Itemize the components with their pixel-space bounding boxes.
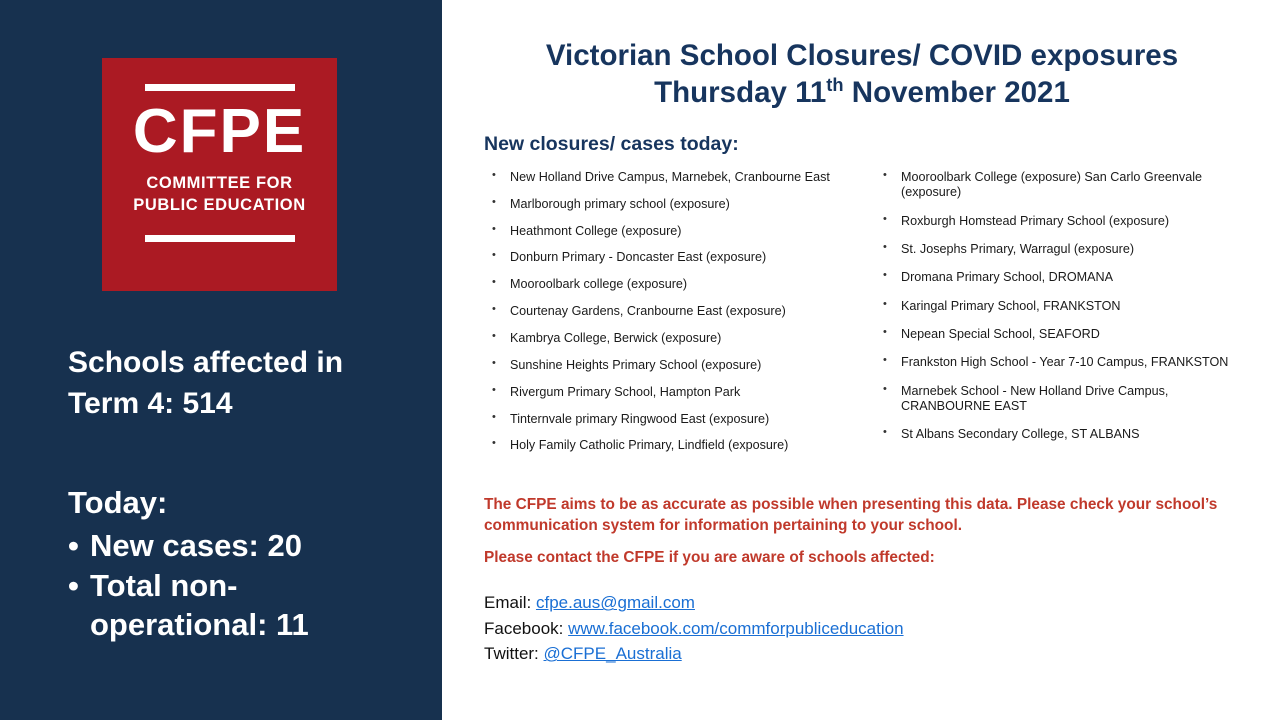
list-item: • Marnebek School - New Holland Drive Campus, CRANBOURNE EAST (875, 384, 1240, 415)
contact-email-row (484, 590, 1240, 616)
email-link[interactable]: cfpe.aus@gmail.com (535, 593, 695, 613)
list-item: • Rivergum Primary School, Hampton Park (484, 385, 849, 400)
closures-list-left (484, 170, 849, 454)
cfpe-logo (102, 58, 337, 291)
list-item: • Sunshine Heights Primary School (exposure) (484, 358, 849, 373)
list-item: • St Albans Secondary College, ST ALBANS (875, 427, 1240, 442)
section-heading: New closures/ cases today: (484, 132, 739, 155)
today-stats (68, 482, 408, 645)
main-content-panel (442, 0, 1280, 720)
list-item: • Roxburgh Homstead Primary School (exposure) (875, 214, 1240, 229)
facebook-label: Facebook: (484, 618, 569, 638)
list-item: • Mooroolbark college (exposure) (484, 277, 849, 292)
disclaimer-paragraph-1: The CFPE aims to be as accurate as possible when presenting this data. Please check your school’s communication system for information pertaining to your school. (484, 496, 1218, 534)
email-label: Email: (484, 593, 536, 613)
page-title-line1: Victorian School Closures/ COVID exposures (545, 39, 1179, 72)
list-item: • Tinternvale primary Ringwood East (exposure) (484, 412, 849, 427)
page-title-date-sup: th (826, 73, 844, 95)
list-item: • St. Josephs Primary, Warragul (exposure) (875, 242, 1240, 257)
page-title (484, 30, 1240, 111)
twitter-link[interactable]: @CFPE_Australia (543, 644, 682, 664)
disclaimer (484, 495, 1240, 568)
contact-twitter-row (484, 641, 1240, 667)
page-title-date-prefix: Thursday 11 (654, 75, 827, 109)
left-summary-panel (0, 0, 442, 720)
list-item: • Marlborough primary school (exposure) (484, 197, 849, 212)
logo-subtitle (133, 172, 305, 217)
list-item: • Holy Family Catholic Primary, Lindfield (exposure) (484, 438, 849, 453)
list-item: • Donburn Primary - Doncaster East (exposure) (484, 250, 849, 265)
schools-affected-stat: Schools affected in Term 4: 514 (68, 346, 344, 420)
list-item: • Frankston High School - Year 7-10 Campus, FRANKSTON (875, 355, 1240, 370)
contact-facebook-row (484, 616, 1240, 642)
closures-column-right (875, 170, 1240, 465)
logo-bottom-rule (145, 235, 295, 242)
facebook-link[interactable]: www.facebook.com/commforpubliceducation (568, 618, 904, 638)
closures-list-right (875, 170, 1240, 443)
disclaimer-paragraph-2: Please contact the CFPE if you are aware of schools affected: (484, 548, 935, 566)
closures-columns (484, 170, 1240, 465)
list-item: • New Holland Drive Campus, Marnebek, Cranbourne East (484, 170, 849, 185)
list-item: • Dromana Primary School, DROMANA (875, 270, 1240, 285)
page-title-date-suffix: November 2021 (843, 75, 1070, 109)
logo-acronym: CFPE (132, 97, 307, 166)
list-item: • Total non-operational: 11 (68, 566, 408, 645)
logo-subtitle-line2: PUBLIC EDUCATION (133, 196, 306, 215)
list-item: • Courtenay Gardens, Cranbourne East (exposure) (484, 304, 849, 319)
closures-column-left (484, 170, 849, 465)
list-item: • New cases: 20 (68, 526, 408, 566)
today-list (68, 526, 408, 645)
today-label: Today: (68, 485, 168, 520)
logo-top-rule (145, 84, 295, 91)
list-item: • Heathmont College (exposure) (484, 224, 849, 239)
page-title-line2 (490, 74, 1234, 111)
contact-block (484, 590, 1240, 667)
list-item: • Nepean Special School, SEAFORD (875, 327, 1240, 342)
twitter-label: Twitter: (484, 644, 544, 664)
list-item: • Mooroolbark College (exposure) San Carlo Greenvale (exposure) (875, 170, 1240, 201)
logo-subtitle-line1: COMMITTEE FOR (146, 174, 293, 193)
list-item: • Kambrya College, Berwick (exposure) (484, 331, 849, 346)
list-item: • Karingal Primary School, FRANKSTON (875, 299, 1240, 314)
